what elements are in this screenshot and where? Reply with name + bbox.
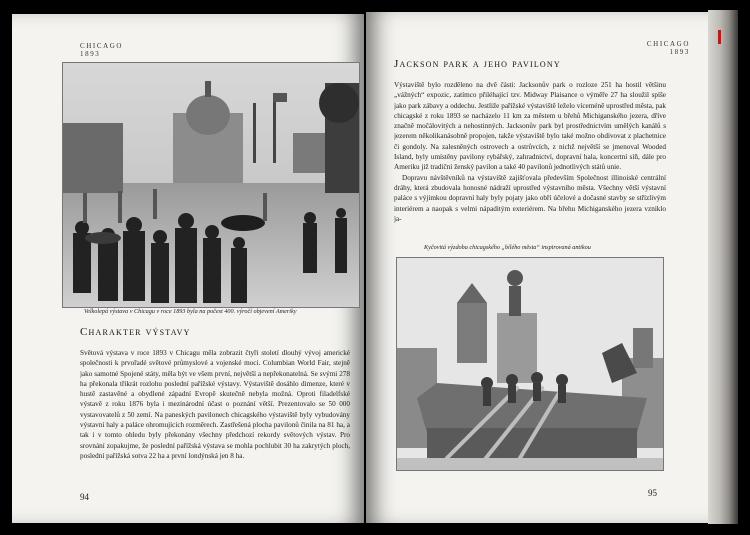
- left-running-head: CHICAGO 1893: [80, 42, 124, 58]
- right-running-head: CHICAGO 1893: [646, 40, 690, 56]
- bookmark-ribbon: [718, 30, 721, 44]
- page-edges: [708, 10, 738, 524]
- fair-crowd-photo: [62, 62, 360, 308]
- right-page: [366, 12, 708, 523]
- fountain-sculpture-photo: [396, 257, 664, 471]
- right-paragraph-1: Výstaviště bylo rozděleno na dvě části: Jacksonův park o rozloze 251 ha hostil většinu „vážných“ expozic, zatímco přiléhající tzv. Midway Plaisance o výměře 27 ha sloužil spíše jako park zábavy a oddechu. Jestliže pařížské výstaviště leželo víceméně uprostřed města, pak chicagské z roku 1893 se nacházelo 11 km za městem u břehů Michiganského jezera, dříve značně močálovitých a nehostinných. Jacksonův park byl prostřednictvím umělých kanálů s jezerem několikanásobně propojen, takže výstaviště bylo také možno obdivovat z plachetnice či gondoly. Na zalesněných ostrovech a ostrůvcích, z nichž největší se jmenoval Wooded Island, byly umístěny pavilony rybářský, zahradnictví, dopravní hala, koncertní síň, dále pro Ameriku již tradiční ženský pavilon a také 40 pavilonů jednotlivých států unie.: [394, 81, 666, 172]
- right-photo-caption: Kyčovitá výzdoba chicagského „bílého města“ inspirovaná antikou: [424, 244, 591, 251]
- right-paragraph-2: Dopravu návštěvníků na výstaviště zajišťovala především Společnost illinoiské centrální dráhy, která zbudovala honosné nádraží uprostřed výstavního města. Všechny větší výstavní paláce s výjimkou dopravní haly byly pojaty jako obří účelové a dočasné stavby se střízlivým interiérem a naopak s velmi nápaditým exteriérem. Na břehu Michiganského jezera vzniklo ja-: [394, 173, 666, 223]
- left-page-number: 94: [80, 492, 89, 502]
- left-photo-caption: Velkolepá výstava v Chicagu v roce 1893 byla na počest 400. výročí objevení Ameriky: [84, 308, 297, 315]
- left-section-heading: Charakter výstavy: [80, 326, 191, 338]
- left-page: [12, 14, 364, 523]
- right-section-heading: Jackson park a jeho pavilony: [394, 58, 561, 70]
- left-body-text: [80, 348, 350, 496]
- left-paragraph-1: Světová výstava v roce 1893 v Chicagu měla zobrazit čtyři století dlouhý vývoj americké společnosti k prvořadé světové průmyslové a vojenské moci. Columbian World Fair, stejně jako samotné Spojené státy, měla být ve všem první, největší a nepřekonatelná. Se svými 278 ha překonala třikrát rozlohu poslední pařížské výstavy. Výstaviště dosáhlo dimenze, které v hustě zastavěné a obydlené západní Evropě skutečně nebyla možná. Oproti filadelfské výstavě z roku 1876 byla i mezinárodní účast o poznání větší. Prezentovalo se 50 000 vystavovatelů z 50 zemí. Na paneských pavilonech chicagského výstaviště byly vybudovány výstavní haly a paláce ohromujících rozměrech. Zastřešená plocha pavilonů činila na 81 ha, a tak i v tomto ohledu byly překonány všechny předchozí rekordy světových výstav. Pro srovnání zopakujme, že poslední pařížská výstava se mohla pochlubit 30 ha zakrytých ploch, poslední pařížská sotva 22 ha a první londýnská jen 8 ha.: [80, 349, 350, 460]
- right-page-number: 95: [648, 488, 657, 498]
- right-body-text: [394, 80, 666, 240]
